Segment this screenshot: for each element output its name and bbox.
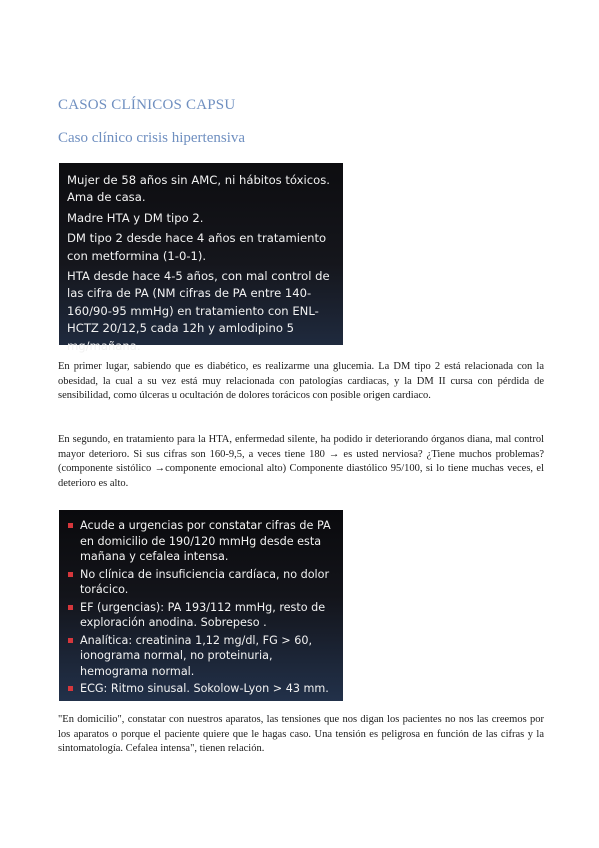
bullet-text: Analítica: creatinina 1,12 mg/dl, FG > 60, ionograma normal, no proteinuria, hemograma normal. [80,633,313,678]
slide-line: HTA desde hace 4-5 años, con mal control de las cifra de PA (NM cifras de PA entre 140-160/90-95 mmHg) en tratamiento con ENL-HCTZ 20/12,5 cada 12h y amlodipino 5 mg/mañana. [67,269,330,353]
slide-bullet-item [67,633,335,680]
slide-bullet-item [67,600,335,631]
slide-line: Madre HTA y DM tipo 2. [67,210,204,225]
slide-line: DM tipo 2 desde hace 4 años en tratamiento con metformina (1-0-1). [67,231,327,263]
slide-line: Mujer de 58 años sin AMC, ni hábitos tóxicos. Ama de casa. [67,173,330,205]
bullet-square-icon [68,686,73,691]
paragraph-hta: En segundo, en tratamiento para la HTA, enfermedad silente, ha podido ir deteriorando órganos diana, mal control mayor deterioro. Si sus cifras son 160-9,5, a veces tiene 180 → es usted nerviosa? ¿Tiene muchos problemas? (componente sistólico →componente emocional alto) Componente diastólico 95/100, si lo tiene muchas veces, el deterioro es alto. [58,434,544,489]
case-summary-slide [59,163,343,353]
bullet-text: ECG: Ritmo sinusal. Sokolow-Lyon > 43 mm. [80,682,329,695]
paragraph-domicilio: "En domicilio", constatar con nuestros aparatos, las tensiones que nos digan los pacientes no nos las creemos por los aparatos o porque el paciente quiere que le hagas caso. Una tensión es peligrosa en función de las cifras y la sintomatología. Cefalea intensa", tienen relación. [58,714,544,755]
bullet-square-icon [68,572,73,577]
paragraph-glucemia: En primer lugar, sabiendo que es diabético, es realizarme una glucemia. La DM tipo 2 está relacionada con la obesidad, la cual a su vez está muy relacionada con patologías cardiacas, y la DM II cursa con pérdida de sensibilidad, como úlceras u ocultación de dolores torácicos con posible origen cardiaco. [58,361,544,402]
bullet-text: EF (urgencias): PA 193/112 mmHg, resto de exploración anodina. Sobrepeso . [80,600,326,629]
bullet-square-icon [68,605,73,610]
slide-bullet-item [67,681,335,697]
document-title: CASOS CLÍNICOS CAPSU [58,97,236,113]
bullet-square-icon [68,638,73,643]
document-subtitle: Caso clínico crisis hipertensiva [58,130,246,146]
emergency-findings-slide [59,510,343,701]
slide-bullet-item [67,518,335,565]
bullet-square-icon [68,523,73,528]
slide-bullet-item [67,567,335,598]
bullet-text: No clínica de insuficiencia cardíaca, no dolor torácico. [80,567,330,596]
bullet-text: Acude a urgencias por constatar cifras de PA en domicilio de 190/120 mmHg desde esta mañana y cefalea intensa. [80,519,331,563]
